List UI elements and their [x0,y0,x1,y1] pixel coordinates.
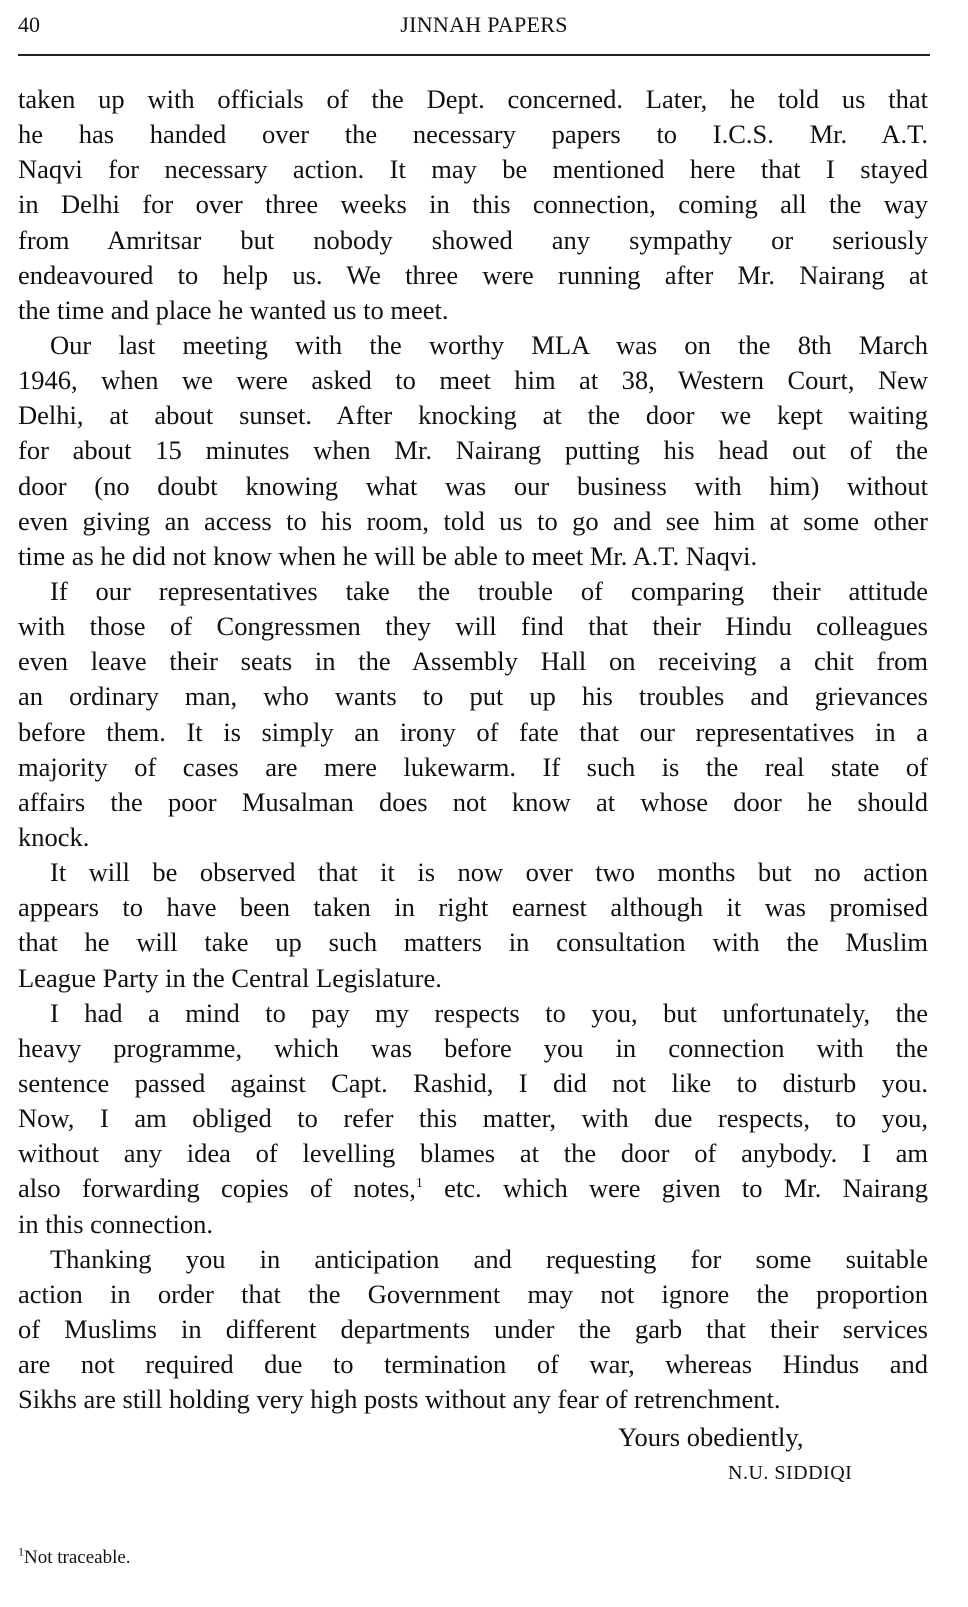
footnote-reference: 1 [415,1176,423,1192]
running-title: JINNAH PAPERS [400,12,568,37]
footnote-text: Not traceable. [24,1547,131,1568]
paragraph [18,328,928,574]
text-line [18,1277,928,1312]
text-line [18,1031,928,1066]
line-text: for about 15 minutes when Mr. Nairang putting his head out of the [18,435,928,466]
line-text: sentence passed against Capt. Rashid, I did not like to disturb you. [18,1067,928,1098]
line-text: Our last meeting with the worthy MLA was on the 8th March [50,329,928,360]
text-line [18,504,928,539]
paragraph [18,996,928,1242]
text-line [18,715,928,750]
footnote-marker: 1 [18,1544,24,1559]
text-line [18,82,928,117]
line-text: without any idea of levelling blames at the door of anybody. I am [18,1138,928,1169]
line-text: door (no doubt knowing what was our business with him) without [18,470,928,501]
letter-body [18,82,928,1417]
line-text: the time and place he wanted us to meet. [18,294,449,325]
text-line [18,152,928,187]
line-text: majority of cases are mere lukewarm. If such is the real state of [18,751,928,782]
text-line [18,117,928,152]
line-text: affairs the poor Musalman does not know at whose door he should [18,786,928,817]
text-line [18,961,928,996]
text-line [18,855,928,890]
paragraph [18,1242,928,1418]
line-text: Now, I am obliged to refer this matter, with due respects, to you, [18,1103,928,1134]
line-text: are not required due to termination of war, whereas Hindus and [18,1349,928,1380]
text-line [18,1066,928,1101]
line-text: heavy programme, which was before you in connection with the [18,1032,928,1063]
line-text: knock. [18,821,90,852]
line-text: League Party in the Central Legislature. [18,962,442,993]
text-line [18,1242,928,1277]
line-text: from Amritsar but nobody showed any sympathy or seriously [18,224,928,255]
paragraph [18,574,928,855]
line-text: that he will take up such matters in consultation with the Muslim [18,927,928,958]
closing-salutation: Yours obediently, [618,1422,804,1452]
line-text: taken up with officials of the Dept. concerned. Later, he told us that [18,84,928,114]
signature: N.U. SIDDIQI [728,1462,853,1484]
line-text: Sikhs are still holding very high posts without any fear of retrenchment. [18,1384,781,1415]
text-line [18,187,928,222]
line-text: time as he did not know when he will be able to meet Mr. A.T. Naqvi. [18,540,758,571]
line-text: endeavoured to help us. We three were running after Mr. Nairang at [18,259,928,290]
line-text: he has handed over the necessary papers to I.C.S. Mr. A.T. [18,119,928,150]
line-text: appears to have been taken in right earnest although it was promised [18,892,928,923]
text-line [18,996,928,1031]
text-line [18,820,928,855]
text-line [18,433,928,468]
line-text: in this connection. [18,1208,214,1239]
line-text: I had a mind to pay my respects to you, but unfortunately, the [50,997,928,1028]
line-text: 1946, when we were asked to meet him at 38, Western Court, New [18,365,928,396]
text-line [18,1347,928,1382]
paragraph [18,855,928,996]
header-rule [18,54,930,56]
line-text: It will be observed that it is now over two months but no action [50,857,928,888]
text-line [18,363,928,398]
text-line [18,679,928,714]
line-text: even giving an access to his room, told us to go and see him at some other [18,505,928,536]
paragraph [18,82,928,328]
text-line [18,890,928,925]
text-line [18,398,928,433]
line-text: Thanking you in anticipation and requesting for some suitable [50,1243,928,1274]
line-text: Naqvi for necessary action. It may be mentioned here that I stayed [18,154,928,185]
text-line [18,925,928,960]
text-line [18,223,928,258]
text-line [18,469,928,504]
text-line [18,1171,928,1206]
text-line [18,293,928,328]
text-line [18,609,928,644]
line-text-continued: etc. which were given to Mr. Nairang [422,1173,928,1204]
text-line [18,1382,928,1417]
text-line [18,1312,928,1347]
text-line [18,258,928,293]
line-text: Delhi, at about sunset. After knocking at the door we kept waiting [18,400,928,431]
text-line [18,1101,928,1136]
text-line [18,328,928,363]
text-line [18,785,928,820]
text-line [18,539,928,574]
text-line [18,1136,928,1171]
text-line [18,644,928,679]
line-text: If our representatives take the trouble of comparing their attitude [50,575,928,606]
line-text: an ordinary man, who wants to put up his troubles and grievances [18,681,928,712]
page-number: 40 [18,12,40,37]
line-text: also forwarding copies of notes, [18,1173,416,1204]
line-text: even leave their seats in the Assembly Hall on receiving a chit from [18,646,928,677]
text-line [18,1207,928,1242]
line-text: of Muslims in different departments under the garb that their services [18,1313,928,1344]
line-text: before them. It is simply an irony of fate that our representatives in a [18,716,928,747]
line-text: with those of Congressmen they will find that their Hindu colleagues [18,611,928,642]
text-line [18,574,928,609]
text-line [18,750,928,785]
footnote [18,1544,131,1569]
line-text: action in order that the Government may not ignore the proportion [18,1278,928,1309]
line-text: in Delhi for over three weeks in this connection, coming all the way [18,189,928,220]
